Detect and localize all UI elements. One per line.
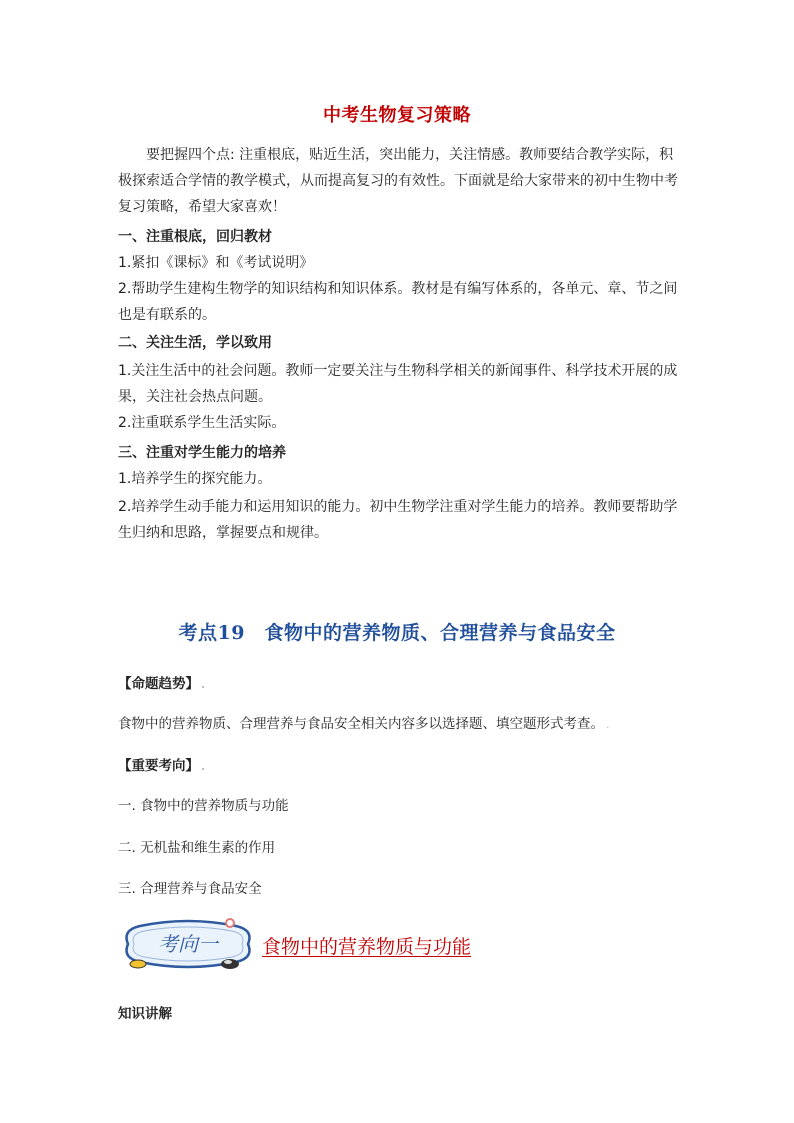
badge-scroll-icon xyxy=(118,914,258,974)
kaoxiang-badge xyxy=(118,914,258,974)
section-1-item-2: 2.帮助学生建构生物学的知识结构和知识体系。教材是有编写体系的，各单元、章、节之间也是有联系的。 xyxy=(118,281,678,323)
topic-title: 考点19 食物中的营养物质、合理营养与食品安全 xyxy=(178,622,616,644)
section-3-heading: 三、注重对学生能力的培养 xyxy=(118,445,286,461)
trend-text: 食物中的营养物质、合理营养与食品安全相关内容多以选择题、填空题形式考查。 . xyxy=(118,716,610,732)
section-2-heading: 二、关注生活，学以致用 xyxy=(118,335,272,351)
section-3-item-2: 2.培养学生动手能力和运用知识的能力。初中生物学注重对学生能力的培养。教师要帮助学生归纳和思路，掌握要点和规律。 xyxy=(118,499,678,541)
intro-paragraph: 要把握四个点: 注重根底，贴近生活，突出能力，关注情感。教师要结合教学实际，积极探索适合学情的教学模式，从而提高复习的有效性。下面就是给大家带来的初中生物中考复习策略，希望大家喜欢！ xyxy=(118,147,678,215)
section-link[interactable]: 食物中的营养物质与功能 xyxy=(262,936,472,958)
section-2-item-1: 1.关注生活中的社会问题。教师一定要关注与生物科学相关的新闻事件、科学技术开展的成果，关注社会热点问题。 xyxy=(118,363,678,405)
knowledge-label: 知识讲解 xyxy=(118,1006,172,1022)
section-1-item-1: 1.紧扣《课标》和《考试说明》 xyxy=(118,255,314,271)
page-title: 中考生物复习策略 xyxy=(323,105,471,126)
badge-label: 考向一 xyxy=(158,932,218,956)
section-2-item-2: 2.注重联系学生生活实际。 xyxy=(118,415,286,431)
section-1-heading: 一、注重根底，回归教材 xyxy=(118,229,272,245)
direction-item-1: 一. 食物中的营养物质与功能 xyxy=(118,798,289,814)
trend-label: 【命题趋势】 . xyxy=(118,676,206,692)
section-3-item-1: 1.培养学生的探究能力。 xyxy=(118,471,272,487)
directions-label: 【重要考向】 . xyxy=(118,758,206,774)
direction-item-2: 二. 无机盐和维生素的作用 xyxy=(118,840,276,856)
direction-item-3: 三. 合理营养与食品安全 xyxy=(118,881,262,897)
